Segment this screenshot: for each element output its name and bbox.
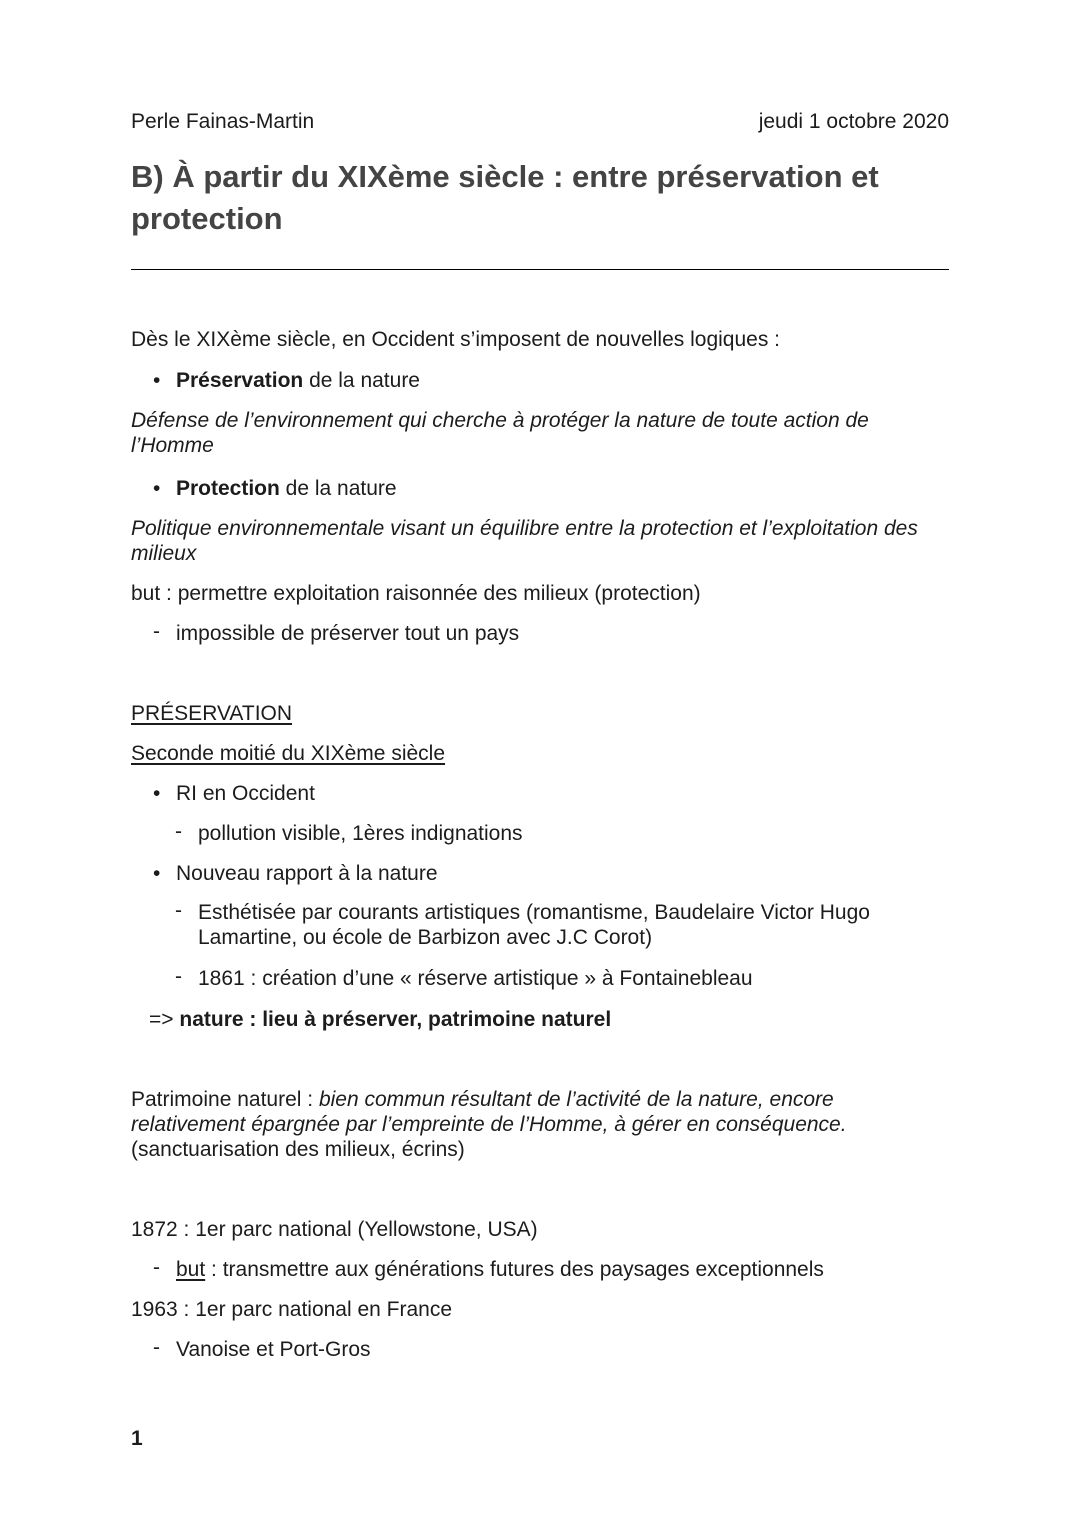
patrimoine-label: Patrimoine naturel : [131,1088,319,1111]
bullet-icon: • [153,477,161,500]
but-paragraph: but : permettre exploitation raisonnée des milieux (protection) [131,582,701,605]
intro-paragraph: Dès le XIXème siècle, en Occident s’imposent de nouvelles logiques : [131,328,781,351]
term-protection-rest: de la nature [279,477,397,500]
ri-text: RI en Occident [176,782,315,805]
but-label: but [176,1258,206,1281]
page-number: 1 [131,1427,143,1450]
term-preservation: Préservation [176,369,304,392]
france-park-line: 1963 : 1er parc national en France [131,1298,453,1321]
but-transmettre-text: : transmettre aux générations futures des paysages exceptionnels [205,1258,824,1281]
yellowstone-line: 1872 : 1er parc national (Yellowstone, USA) [131,1218,538,1241]
section-heading-preservation: PRÉSERVATION [131,702,293,725]
document-page [131,0,949,1527]
author-name: Perle Fainas-Martin [131,110,315,133]
fontainebleau-text: 1861 : création d’une « réserve artistique » à Fontainebleau [198,967,753,990]
document-date: jeudi 1 octobre 2020 [758,110,949,133]
dash-icon: - [153,1336,160,1359]
bullet-icon: • [153,369,161,392]
term-preservation-rest: de la nature [303,369,420,392]
esthetisee-text: Esthétisée par courants artistiques (romantisme, Baudelaire Victor Hugo Lamartine, ou école de Barbizon avec J.C Corot) [198,901,870,949]
title-divider [131,269,949,270]
vanoise-text: Vanoise et Port-Gros [176,1338,371,1361]
bullet-icon: • [153,782,161,805]
pollution-text: pollution visible, 1ères indignations [198,822,523,845]
conclusion-text: nature : lieu à préserver, patrimoine naturel [179,1008,612,1031]
subheading-seconde-moitie: Seconde moitié du XIXème siècle [131,742,446,765]
document-title: B) À partir du XIXème siècle : entre préservation et protection [131,159,879,236]
patrimoine-definition: bien commun résultant de l’activité de la nature, encore relativement épargnée par l’empreinte de l’Homme, à gérer en conséquence. [131,1088,847,1136]
term-protection: Protection [176,477,280,500]
conclusion-line [149,1007,611,1032]
list-item-esthetisee [131,900,949,952]
nouveau-text: Nouveau rapport à la nature [176,862,438,885]
dash-icon: - [175,899,182,922]
patrimoine-note: (sanctuarisation des milieux, écrins) [131,1138,465,1161]
dash-icon: - [153,1256,160,1279]
dash-icon: - [153,620,160,643]
impossible-text: impossible de préserver tout un pays [176,622,520,645]
bullet-icon: • [153,862,161,885]
arrow-text: => [149,1008,180,1031]
dash-icon: - [175,965,182,988]
patrimoine-paragraph [131,1087,921,1162]
page-header [131,109,949,135]
protection-definition: Politique environnementale visant un équilibre entre la protection et l’exploitation des milieux [131,517,918,565]
preservation-definition: Défense de l’environnement qui cherche à protéger la nature de toute action de l’Homme [131,409,869,457]
dash-icon: - [175,820,182,843]
